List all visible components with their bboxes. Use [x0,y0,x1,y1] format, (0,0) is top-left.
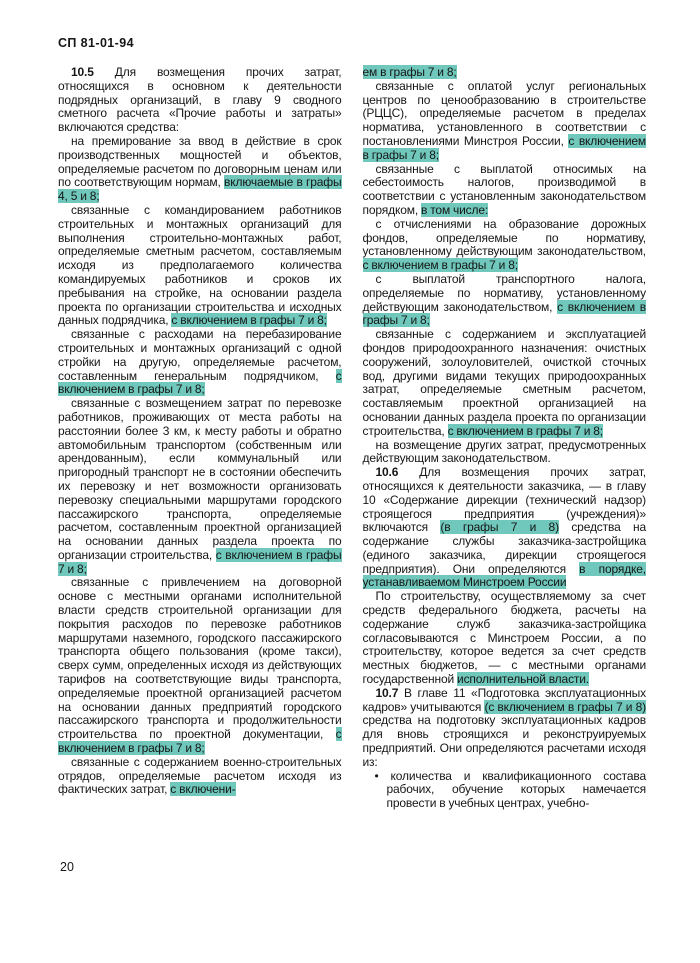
highlighted-text: с включением в графы 7 и 8; [171,313,327,328]
highlighted-text: включаемые в графы 4, 5 и 8; [58,175,342,204]
text-segment: связанные с расходами на перебазирование строительных и монтажных организаций с одной стройки на другую, определяемые расчетом, составленным генеральным подрядчиком, [58,327,342,383]
highlighted-text: ем в графы 7 и 8; [362,65,457,79]
text-segment: связанные с содержанием военно-строительных отрядов, определяемые расчетом исходя из фактических затрат, [58,754,342,797]
text-segment: с выплатой транспортного налога, определяемые по нормативу, установленному действующим законодательством, [362,271,646,314]
highlighted-text: с включением в графы 7 и 8; [362,133,647,162]
paragraph [58,328,342,397]
text-segment: Для возмещения прочих затрат, относящихся к деятельности заказчика, — в главу 10 «Содержание дирекции (технический надзор) строящегося предприятия (учреждения)» включаются [362,465,646,535]
text-segment: с отчислениями на образование дорожных фондов, определяемые по нормативу, установленному действующим законодательством, [362,216,646,259]
text-segment: средства на содержание службы заказчика-застройщика (единого заказчика, дирекции строящегося предприятия). Они определяются [362,520,646,576]
text-segment: связанные с возмещением затрат по перевозке работников, проживающих от места работы на расстоянии более 3 км, к месту работы и обратно автомобильным транспортом (собственным или арендованным), если коммунальный или пригородный транспорт не в состоянии обеспечить их перевозку и нет возможности организовать перевозку специальными маршрутами городского пассажирского транспорта, определяемые расчетом, составленным проектной организацией на основании данных раздела проекта по организации строительства, [58,396,342,562]
column-right [363,66,647,811]
paragraph [58,397,342,576]
highlighted-text: с включением в графы 7 и 8; [362,258,518,273]
paragraph [58,204,342,328]
clause-number: 10.6 [375,465,420,480]
highlighted-text: с включением в графы 7 и 8; [362,299,646,328]
paragraph [58,756,342,797]
highlighted-text: с включени- [170,782,236,797]
text-columns [58,66,646,811]
text-segment: связанные с содержанием и эксплуатацией фондов природоохранного назначения: очистных сооружений, золоуловителей, очисткой сточных вод, другими видами текущих природоохранных затрат, определяемые сметным расчетом, составляемым проектной организацией на основании данных раздела проекта по организации строительства, [362,327,646,438]
paragraph [363,66,647,80]
text-segment: связанные с командированием работников строительных и монтажных организаций для выполнения строительно-монтажных работ, определяемые сметным расчетом, составляемым исходя из предполагаемого количества командируемых работников и сроков их пребывания на стройке, на основании раздела проекта по организации строительства и исходных данных подрядчика, [58,202,342,328]
paragraph [363,218,647,273]
paragraph [363,439,647,467]
text-segment: связанные с привлечением на договорной основе с местными органами исполнительной власти средств строительной организации для покрытия расходов по перевозке работников маршрутами наземного, городского пассажирского транспорта общего пользования (кроме такси), сверх сумм, определенных исходя из действующих тарифов на соответствующие виды транспорта, определяемые проектной организацией расчетом на основании данных предприятий городского пассажирского транспорта и продолжительности строительства по проектной документации, [58,575,342,742]
paragraph [363,273,647,328]
highlighted-text: с включением в графы 7 и 8; [58,727,342,756]
text-segment: связанные с оплатой услуг региональных центров по ценообразованию в строительстве (РЦЦС), определяемые расчетом в пределах норматива, установленного в соответствии с постановлениями Минстроя России, [362,78,646,148]
text-segment: Для возмещения прочих затрат, относящихся в основном к деятельности подрядных организаций, в главу 9 сводного сметного расчета «Прочие работы и затраты» включаются средства: [58,65,342,135]
highlighted-text: с включением в графы 7 и 8; [58,547,342,576]
clause-number: 10.5 [71,65,115,79]
paragraph [363,80,647,163]
paragraph [58,66,342,135]
paragraph [58,576,342,755]
paragraph [363,770,647,811]
highlighted-text: в том числе: [421,202,489,217]
text-segment: на возмещение других затрат, предусмотренных действующим законодательством. [362,437,646,466]
paragraph [363,163,647,218]
highlighted-text: с включением в графы 7 и 8; [58,368,342,397]
list-bullet: • [374,768,391,783]
clause-number: 10.7 [375,685,404,700]
highlighted-text: (в графы 7 и 8) [440,520,559,535]
text-segment: В главе 11 «Подготовка эксплуатационных кадров» учитываются [362,685,646,714]
text-segment: количества и квалификационного состава рабочих, обучение которых намечается провести в учебных центрах, учебно- [386,768,646,811]
doc-code: СП 81-01-94 [58,36,134,50]
highlighted-text: (с включением в графы 7 и 8) [484,699,646,714]
highlighted-text: исполнительной власти. [457,672,589,687]
text-segment: на премирование за ввод в действие в срок производственных мощностей и объектов, определяемые расчетом по договорным ценам или по соответствующим нормам, [58,133,342,190]
paragraph [363,590,647,687]
text-segment: средства на подготовку эксплуатационных кадров для вновь строящихся и реконструируемых предприятий. Они определяются расчетами исходя из: [362,713,646,769]
highlighted-text: с включением в графы 7 и 8; [447,423,603,438]
text-segment: связанные с выплатой относимых на себестоимость налогов, производимой в соответствии с установленным законодательством порядком, [362,161,646,217]
paragraph [363,328,647,438]
text-segment: По строительству, осуществляемому за счет средств федерального бюджета, расчеты на содержание служб заказчика-застройщика согласовываются с Минстроем России, а по строительству, которое ведется за счет средств местных бюджетов, — с местными органами государственной [362,589,646,687]
paragraph [363,687,647,770]
paragraph [363,466,647,590]
page-number: 20 [60,860,74,874]
paragraph [58,135,342,204]
highlighted-text: в порядке, устанавливаемом Минстроем России [362,561,646,590]
column-left [58,66,342,811]
